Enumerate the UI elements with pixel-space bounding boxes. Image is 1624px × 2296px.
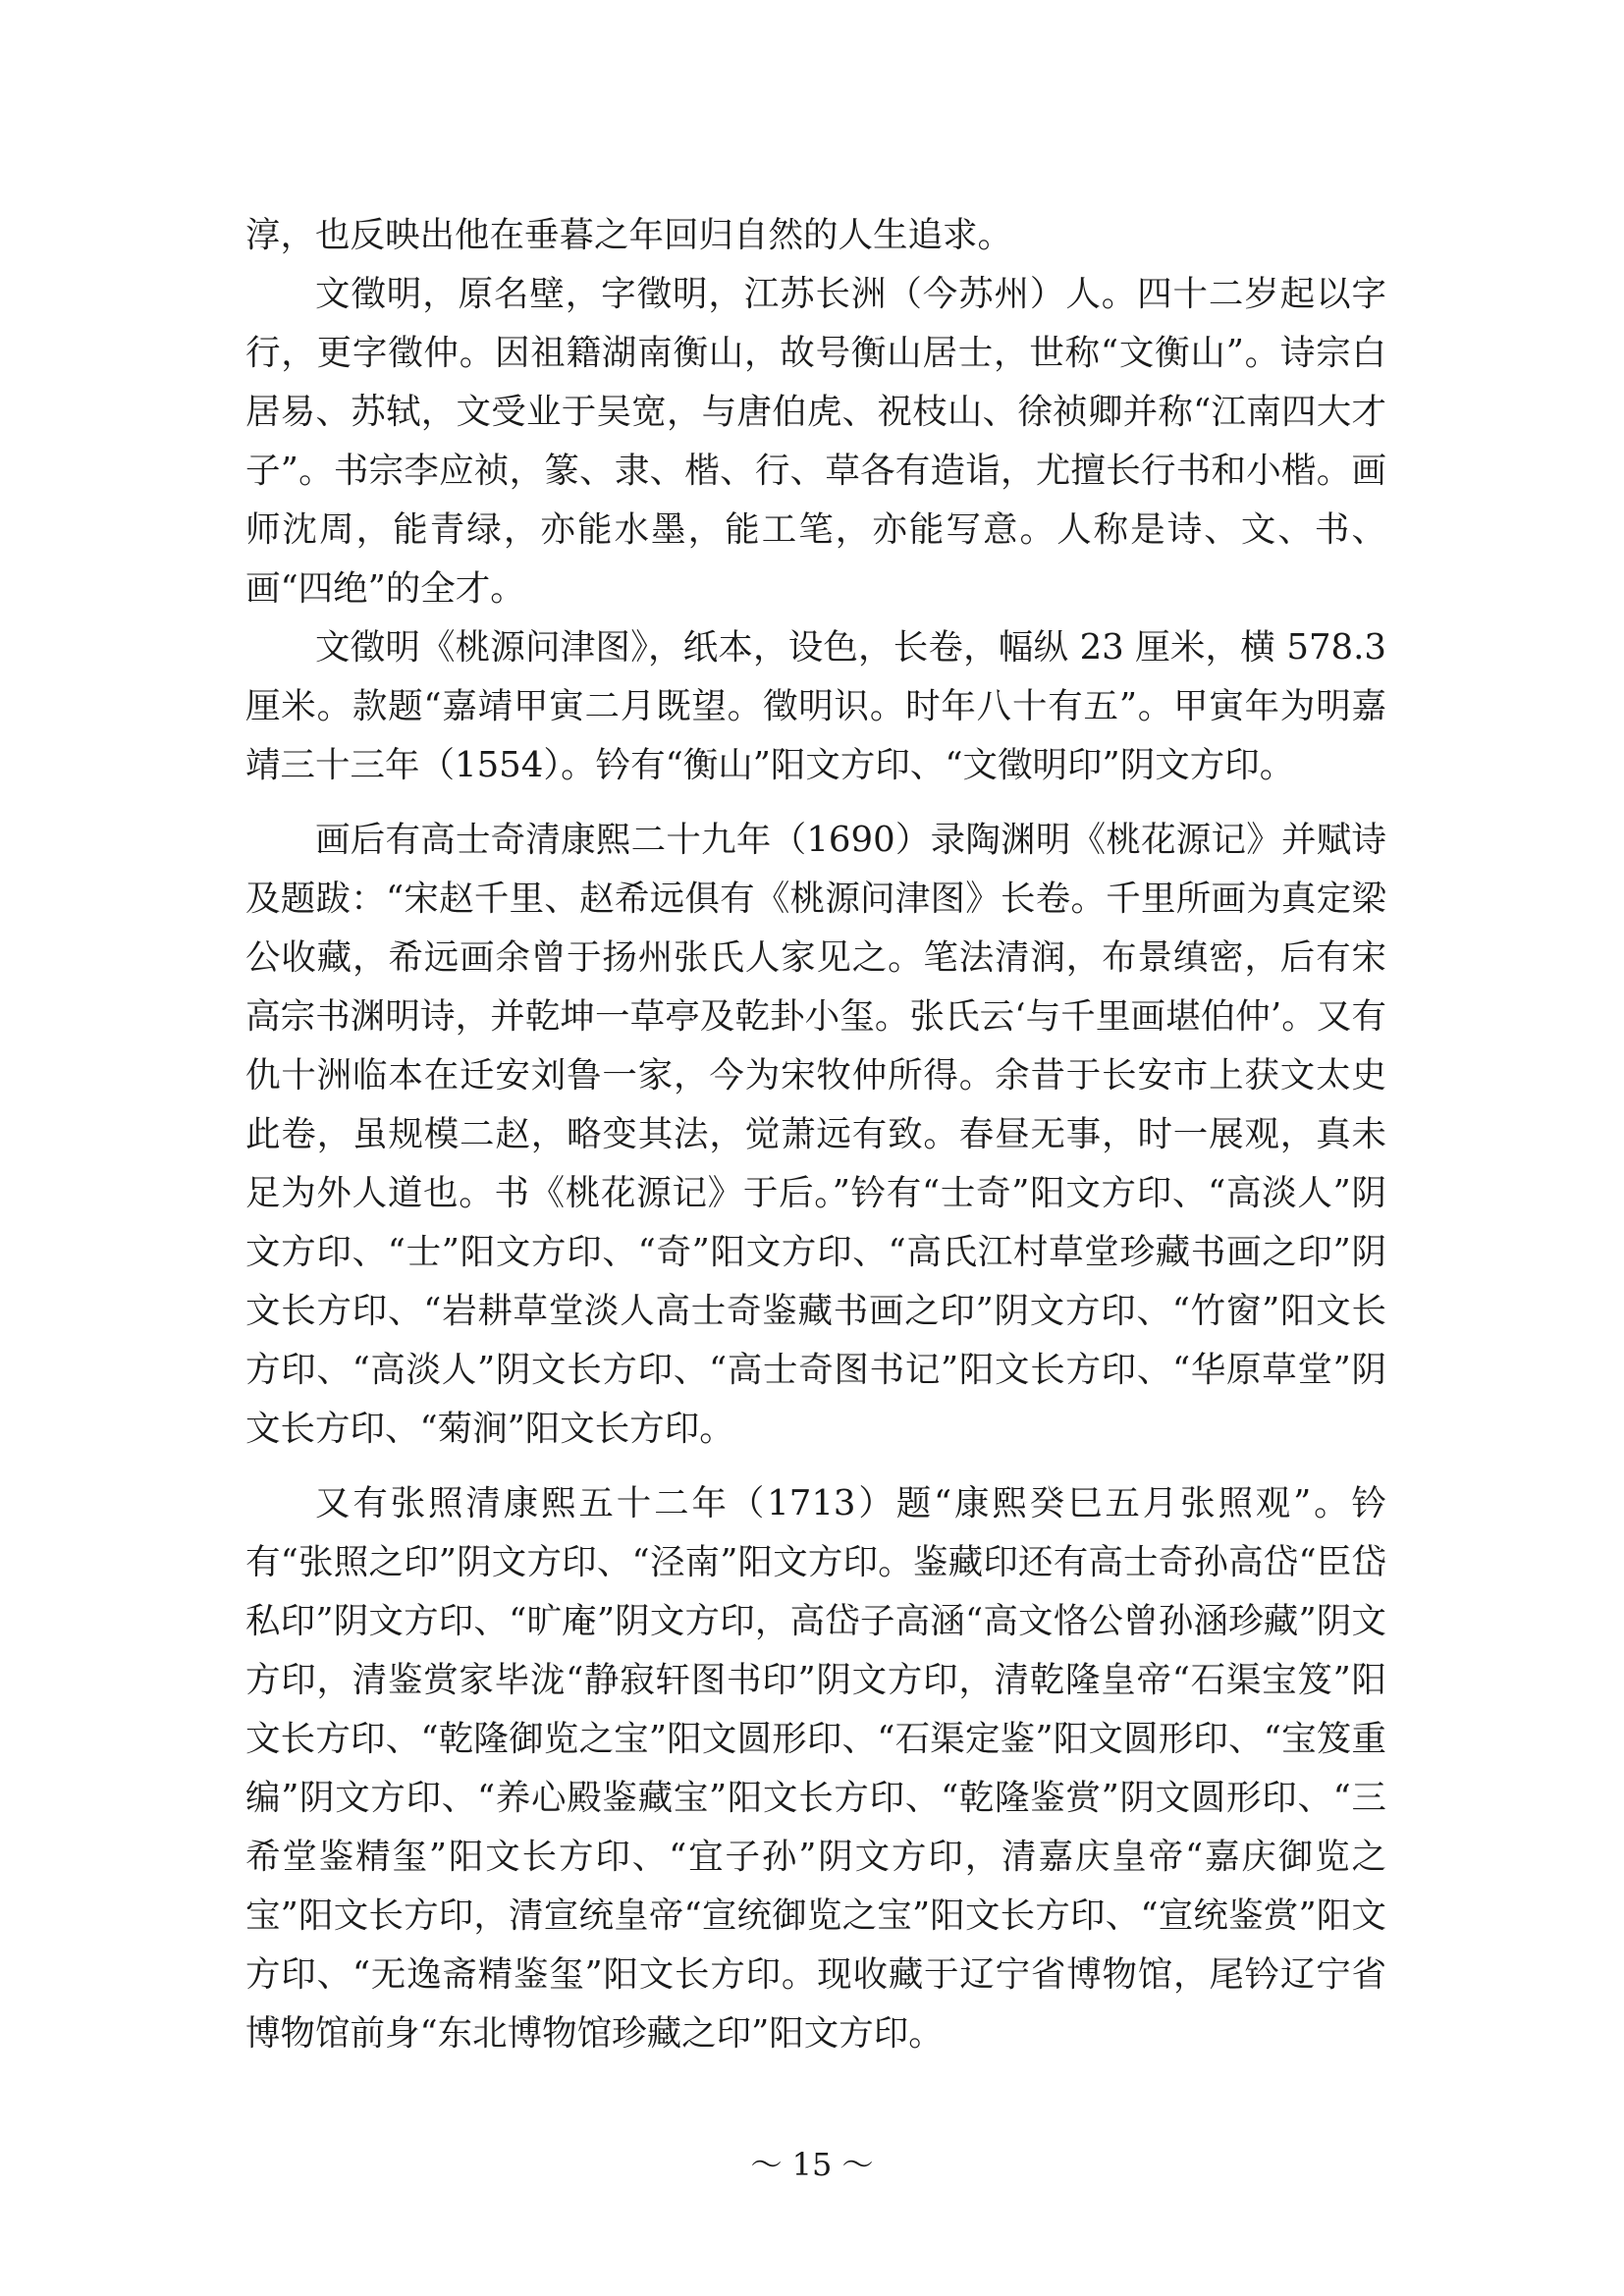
paragraph-wen-zhengming-bio: 文徵明，原名壁，字徵明，江苏长洲（今苏州）人。四十二岁起以字行，更字徵仲。因祖籍湖南衡山，故号衡山居士，世称“文衡山”。诗宗白居易、苏轼，文受业于吴宽，与唐伯虎、祝枝山、徐祯卿并称“江南四大才子”。书宗李应祯，篆、隶、楷、行、草各有造诣，尤擅长行书和小楷。画师沈周，能青绿，亦能水墨，能工笔，亦能写意。人称是诗、文、书、画“四绝”的全才。 <box>245 274 1386 609</box>
document-body <box>245 206 1386 2063</box>
paragraph-gao-shiqi-colophon: 画后有高士奇清康熙二十九年（1690）录陶渊明《桃花源记》并赋诗及题跋：“宋赵千里、赵希远俱有《桃源问津图》长卷。千里所画为真定梁公收藏，希远画余曾于扬州张氏人家见之。笔法清润，布景缜密，后有宋高宗书渊明诗，并乾坤一草亭及乾卦小玺。张氏云‘与千里画堪伯仲’。又有仇十洲临本在迁安刘鲁一家，今为宋牧仲所得。余昔于长安市上获文太史此卷，虽规模二赵，略变其法，觉萧远有致。春昼无事，时一展观，真未足为外人道也。书《桃花源记》于后。”钤有“士奇”阳文方印、“高淡人”阴文方印、“士”阳文方印、“奇”阳文方印、“高氏江村草堂珍藏书画之印”阴文长方印、“岩耕草堂淡人高士奇鉴藏书画之印”阴文方印、“竹窗”阳文长方印、“高淡人”阴文长方印、“高士奇图书记”阳文长方印、“华原草堂”阴文长方印、“菊涧”阳文长方印。 <box>245 820 1386 1449</box>
paragraph-continuation: 淳，也反映出他在垂暮之年回归自然的人生追求。 <box>245 215 1013 255</box>
paragraph-taoyuan-wenjin-tu: 文徵明《桃源问津图》，纸本，设色，长卷，幅纵 23 厘米，横 578.3 厘米。款题“嘉靖甲寅二月既望。徵明识。时年八十有五”。甲寅年为明嘉靖三十三年（1554）。钤有“衡山”阳文方印、“文徵明印”阴文方印。 <box>245 627 1386 785</box>
page-number: ～ 15 ～ <box>750 2146 874 2183</box>
paragraph-zhang-zhao-seals: 又有张照清康熙五十二年（1713）题“康熙癸巳五月张照观”。钤有“张照之印”阴文方印、“泾南”阳文方印。鉴藏印还有高士奇孙高岱“臣岱私印”阴文方印、“旷庵”阴文方印，高岱子高涵“高文恪公曾孙涵珍藏”阴文方印，清鉴赏家毕泷“静寂轩图书印”阴文方印，清乾隆皇帝“石渠宝笈”阳文长方印、“乾隆御览之宝”阳文圆形印、“石渠定鉴”阳文圆形印、“宝笈重编”阴文方印、“养心殿鉴藏宝”阳文长方印、“乾隆鉴赏”阴文圆形印、“三希堂鉴精玺”阳文长方印、“宜子孙”阴文方印，清嘉庆皇帝“嘉庆御览之宝”阳文长方印，清宣统皇帝“宣统御览之宝”阳文长方印、“宣统鉴赏”阳文方印、“无逸斋精鉴玺”阳文长方印。现收藏于辽宁省博物馆，尾钤辽宁省博物馆前身“东北博物馆珍藏之印”阳文方印。 <box>245 1483 1386 2054</box>
